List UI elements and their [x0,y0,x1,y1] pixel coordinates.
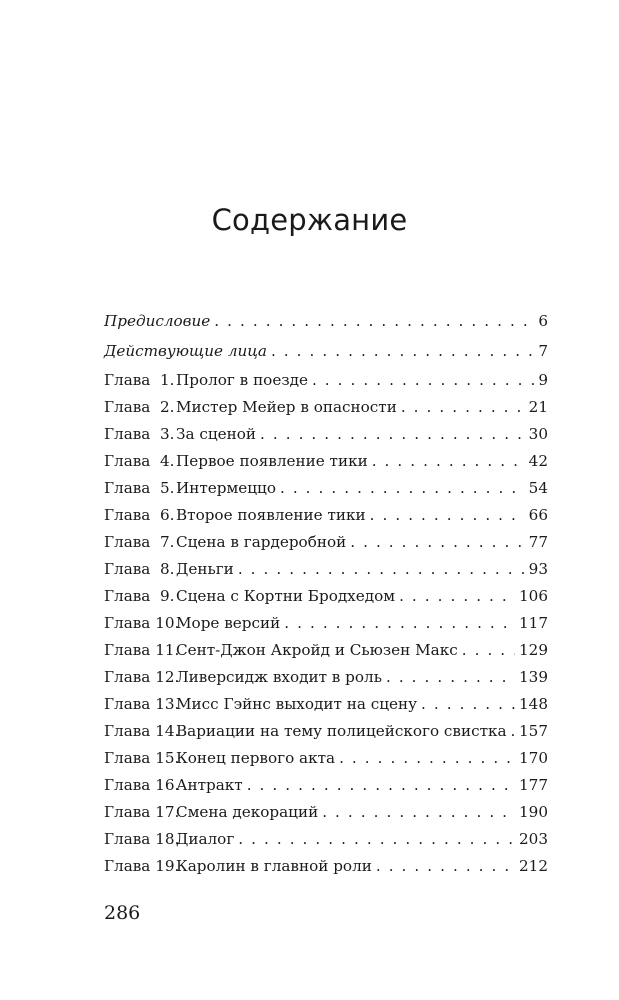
chapter-title: Пролог в поезде [176,371,308,389]
toc-page-number: 139 [519,668,548,686]
chapter-title: Ливерсидж входит в роль [176,668,382,686]
toc-entry-label [104,772,243,799]
leader-dots [238,556,525,583]
chapter-prefix: Глава 4. [104,452,175,470]
toc-page-number: 6 [538,312,548,330]
chapter-title: Первое появление тики [176,452,368,470]
leader-dots [260,421,525,448]
chapter-prefix: Глава 16. [104,776,180,794]
toc-entry-label [104,691,417,718]
toc-entry-chapter-7 [104,529,548,556]
leader-dots [214,308,534,335]
toc-entry-chapter-9 [104,583,548,610]
toc-entry-chapter-2 [104,394,548,421]
toc-entry-chapter-3 [104,421,548,448]
chapter-prefix: Глава 2. [104,398,175,416]
toc-entry-label [104,448,368,475]
toc-page-number: 77 [528,533,548,551]
leader-dots [421,691,515,718]
leader-dots [399,583,515,610]
toc-entry-label: Предисловие [104,312,211,330]
chapter-prefix: Глава 9. [104,587,175,605]
toc-entry-label [104,610,280,637]
toc-page-number: 9 [538,371,548,389]
toc-entry-label [104,394,397,421]
toc-entry-label [104,853,372,880]
toc-entry-label [104,367,308,394]
toc-entry-chapter-15 [104,745,548,772]
chapter-title: Деньги [176,560,234,578]
chapter-title: Интермеццо [176,479,276,497]
leader-dots [370,502,525,529]
toc-entry-chapter-12 [104,664,548,691]
leader-dots [284,610,515,637]
toc-entry-chapter-18 [104,826,548,853]
toc-page-number: 106 [519,587,548,605]
leader-dots [271,338,534,365]
chapter-title: Сцена в гардеробной [176,533,347,551]
chapter-prefix: Глава 7. [104,533,175,551]
toc-page-number: 30 [528,425,548,443]
toc-page-number: 21 [528,398,548,416]
chapter-prefix: Глава 10. [104,614,180,632]
toc-entry-chapter-1 [104,367,548,394]
toc-page-number: 190 [519,803,548,821]
leader-dots [322,799,515,826]
toc-entry-label: Действующие лица [104,342,267,360]
toc-page-number: 203 [519,830,548,848]
chapter-title: Смена декораций [176,803,319,821]
table-of-contents [104,308,548,880]
toc-entry-chapter-6 [104,502,548,529]
toc-page-number: 117 [519,614,548,632]
chapter-prefix: Глава 3. [104,425,175,443]
chapter-prefix: Глава 6. [104,506,175,524]
toc-entry-chapter-8 [104,556,548,583]
chapter-title: Мисс Гэйнс выходит на сцену [176,695,418,713]
chapter-title: Вариации на тему полицейского свистка [176,722,507,740]
leader-dots [280,475,525,502]
leader-dots [376,853,515,880]
chapter-title: Антракт [176,776,243,794]
chapter-prefix: Глава 11. [104,641,180,659]
leader-dots [511,718,515,745]
chapter-prefix: Глава 14. [104,722,180,740]
leader-dots [462,637,515,664]
chapter-title: Диалог [176,830,235,848]
toc-entry-chapter-13 [104,691,548,718]
toc-entry-chapter-16 [104,772,548,799]
toc-page-number: 66 [528,506,548,524]
leader-dots [312,367,534,394]
toc-page-number: 148 [519,695,548,713]
chapter-prefix: Глава 17. [104,803,180,821]
chapter-prefix: Глава 8. [104,560,175,578]
toc-page-number: 93 [528,560,548,578]
toc-entry-chapter-5 [104,475,548,502]
page-title: Содержание [211,203,408,237]
chapter-prefix: Глава 13. [104,695,180,713]
toc-entry-label [104,475,276,502]
toc-entry-label [104,637,458,664]
toc-page-number: 42 [528,452,548,470]
toc-entry-label [104,583,395,610]
toc-entry-chapter-11 [104,637,548,664]
toc-page-number: 170 [519,749,548,767]
toc-entry-chapter-14 [104,718,548,745]
toc-entry-label [104,745,335,772]
leader-dots [386,664,515,691]
chapter-title: Каролин в главной роли [176,857,372,875]
toc-entry-chapter-17 [104,799,548,826]
chapter-title: Сцена с Кортни Бродхедом [176,587,396,605]
toc-entry-label [104,556,234,583]
toc-entry-label [104,718,507,745]
toc-entry-chapter-10 [104,610,548,637]
chapter-prefix: Глава 15. [104,749,180,767]
chapter-title: Море версий [176,614,281,632]
toc-entry-label [104,502,366,529]
chapter-title: За сценой [176,425,256,443]
leader-dots [238,826,515,853]
leader-dots [401,394,525,421]
toc-entry-preface [104,308,548,335]
toc-entry-label [104,529,346,556]
chapter-title: Сент-Джон Акройд и Сьюзен Макс [176,641,458,659]
chapter-prefix: Глава 1. [104,371,175,389]
chapter-prefix: Глава 5. [104,479,175,497]
toc-entry-label [104,664,382,691]
leader-dots [372,448,525,475]
toc-entry-chapter-4 [104,448,548,475]
chapter-prefix: Глава 12. [104,668,180,686]
toc-entry-label [104,799,318,826]
chapter-prefix: Глава 18. [104,830,180,848]
toc-page-number: 54 [528,479,548,497]
toc-entry-label [104,421,256,448]
toc-page-number: 212 [519,857,548,875]
toc-entry-chapter-19 [104,853,548,880]
chapter-title: Конец первого акта [176,749,336,767]
leader-dots [350,529,524,556]
toc-entry-characters [104,338,548,365]
toc-page-number: 129 [519,641,548,659]
chapter-prefix: Глава 19. [104,857,180,875]
toc-entry-label [104,826,234,853]
toc-page-number: 7 [538,342,548,360]
toc-page-number: 157 [519,722,548,740]
chapter-title: Мистер Мейер в опасности [176,398,397,416]
toc-page-number: 177 [519,776,548,794]
leader-dots [339,745,515,772]
page-number-folio: 286 [104,902,141,924]
leader-dots [247,772,515,799]
chapter-title: Второе появление тики [176,506,366,524]
